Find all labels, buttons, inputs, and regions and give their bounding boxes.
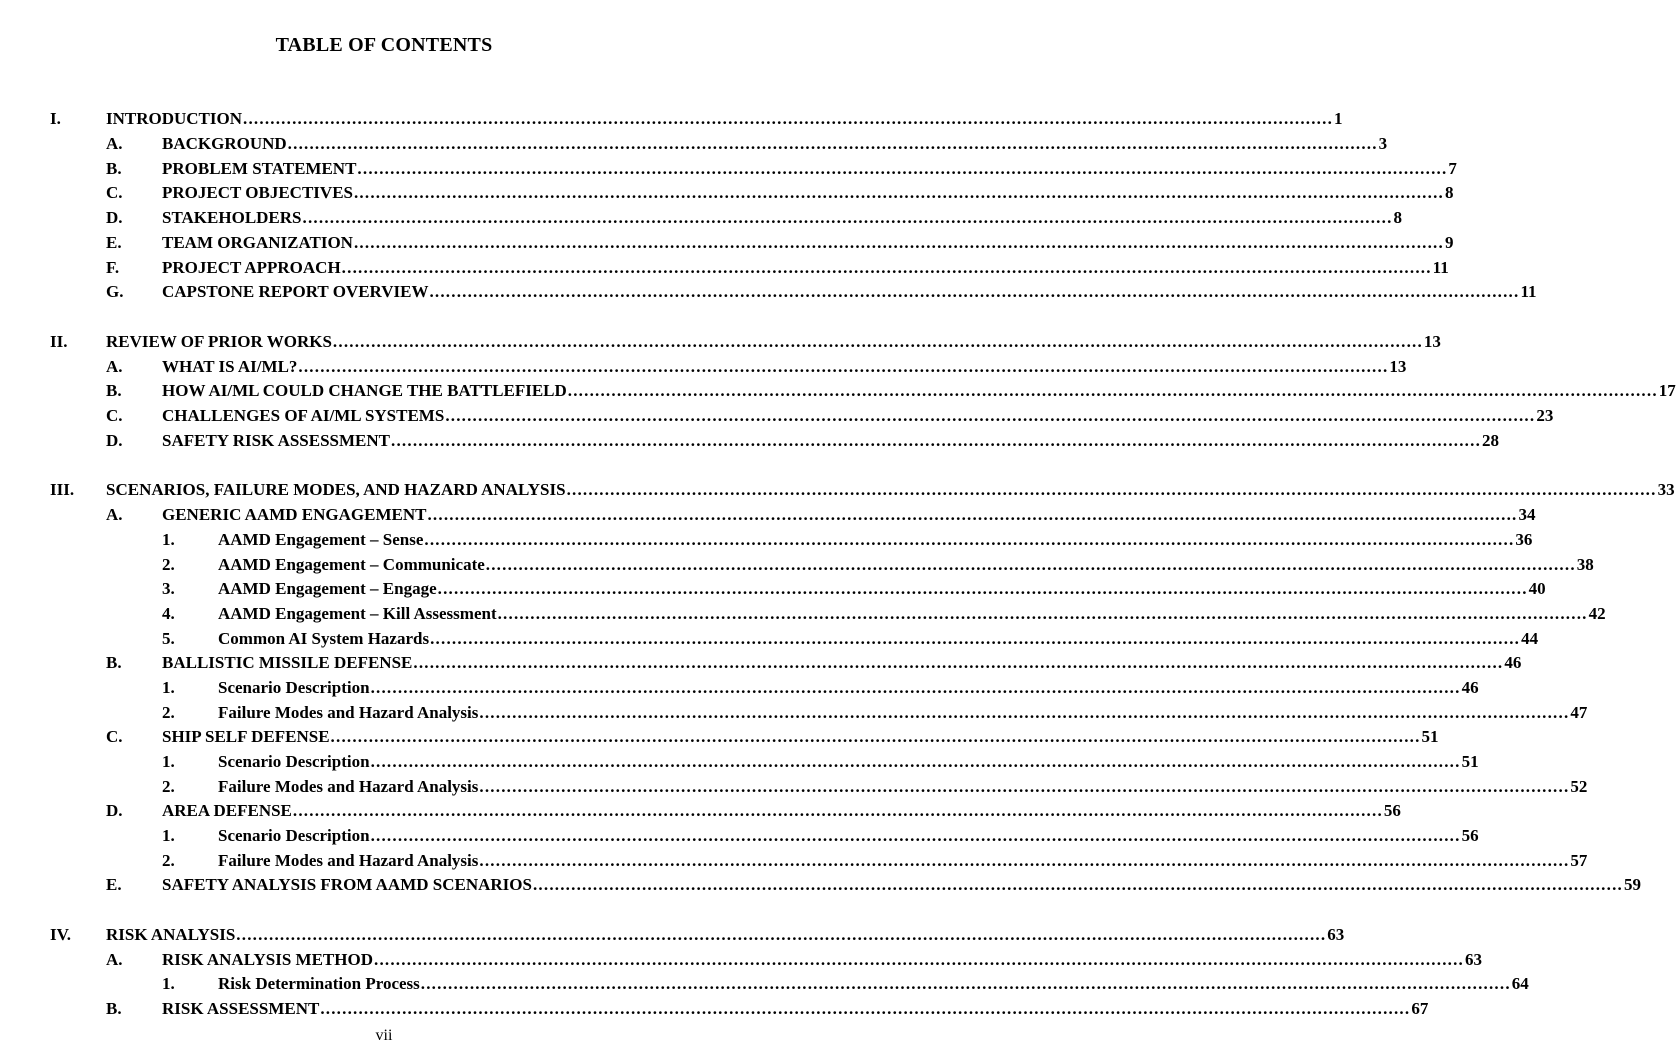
toc-entry[interactable] (0, 430, 1500, 452)
toc-entry-label: INTRODUCTION (106, 109, 243, 128)
toc-entry[interactable] (0, 677, 1479, 699)
toc-entry-number: 2. (162, 777, 175, 796)
toc-entry[interactable] (0, 281, 1537, 303)
toc-entry-number: A. (106, 505, 123, 524)
toc-entry-label: RISK ANALYSIS (106, 925, 236, 944)
toc-entry-number: C. (106, 727, 123, 746)
dot-leader: ........................................................................................................................................................................................................ (391, 431, 1482, 450)
toc-entry-number: A. (106, 134, 123, 153)
toc-entry-line (162, 158, 1457, 180)
toc-entry-page-number: 11 (1520, 282, 1537, 301)
page-number-footer: vii (375, 1027, 393, 1044)
toc-entry-page-number: 23 (1536, 406, 1554, 425)
dot-leader: ........................................................................................................................................................................................................ (430, 629, 1521, 648)
toc-entry-line (162, 504, 1536, 526)
toc-entry-line (162, 232, 1454, 254)
toc-entry-number: G. (106, 282, 124, 301)
toc-entry-label: Failure Modes and Hazard Analysis (218, 851, 479, 870)
toc-entry-number: C. (106, 183, 123, 202)
dot-leader: ........................................................................................................................................................................................................ (292, 801, 1383, 820)
toc-entry-label: SAFETY ANALYSIS FROM AAMD SCENARIOS (162, 875, 532, 894)
dot-leader: ........................................................................................................................................................................................................ (330, 727, 1421, 746)
dot-leader: ........................................................................................................................................................................................................ (236, 925, 1327, 944)
toc-entry-line (162, 998, 1429, 1020)
toc-entry-page-number: 36 (1515, 530, 1533, 549)
toc-entry[interactable] (0, 726, 1439, 748)
toc-entry-page-number: 13 (1389, 357, 1407, 376)
toc-entry-line (218, 554, 1594, 576)
toc-entry-page-number: 63 (1465, 950, 1482, 969)
toc-entry[interactable] (0, 207, 1403, 229)
toc-entry-label: GENERIC AAMD ENGAGEMENT (162, 505, 427, 524)
toc-entry-page-number: 56 (1461, 826, 1479, 845)
dot-leader: ........................................................................................................................................................................................................ (479, 777, 1570, 796)
toc-entry-number: D. (106, 801, 123, 820)
toc-entry[interactable] (0, 603, 1606, 625)
toc-entry-number: II. (50, 332, 68, 351)
toc-entry-page-number: 64 (1511, 974, 1529, 993)
toc-entry-page-number: 56 (1383, 801, 1401, 820)
toc-entry[interactable] (0, 232, 1454, 254)
toc-entry-label: Scenario Description (218, 678, 370, 697)
toc-entry-line (162, 356, 1407, 378)
dot-leader: ........................................................................................................................................................................................................ (485, 555, 1576, 574)
page-title: TABLE OF CONTENTS (275, 34, 493, 56)
toc-entry-number: A. (106, 357, 123, 376)
toc-entry-line (162, 133, 1388, 155)
dot-leader: ........................................................................................................................................................................................................ (479, 851, 1570, 870)
toc-entry-number: F. (106, 258, 120, 277)
toc-entry-label: Scenario Description (218, 826, 370, 845)
toc-entry-line (162, 380, 1676, 402)
toc-entry[interactable] (0, 331, 1441, 353)
toc-entry[interactable] (0, 628, 1539, 650)
toc-entry-page-number: 9 (1444, 233, 1454, 252)
toc-entry-line (218, 578, 1546, 600)
toc-entry-number: C. (106, 406, 123, 425)
toc-entry[interactable] (0, 776, 1588, 798)
toc-entry-label: BACKGROUND (162, 134, 287, 153)
toc-entry[interactable] (0, 554, 1594, 576)
toc-entry[interactable] (0, 998, 1429, 1020)
toc-entry-number: 2. (162, 851, 175, 870)
dot-leader: ........................................................................................................................................................................................................ (566, 480, 1657, 499)
toc-entry-page-number: 3 (1378, 134, 1388, 153)
toc-entry[interactable] (0, 108, 1343, 130)
toc-entry-number: 1. (162, 530, 175, 549)
toc-entry[interactable] (0, 578, 1546, 600)
toc-entry-line (162, 182, 1454, 204)
toc-entry[interactable] (0, 702, 1588, 724)
toc-entry-label: RISK ASSESSMENT (162, 999, 320, 1018)
dot-leader: ........................................................................................................................................................................................................ (243, 109, 1334, 128)
dot-leader: ........................................................................................................................................................................................................ (370, 752, 1461, 771)
dot-leader: ........................................................................................................................................................................................................ (497, 604, 1588, 623)
toc-entry-label: BALLISTIC MISSILE DEFENSE (162, 653, 413, 672)
toc-entry-number: D. (106, 431, 123, 450)
toc-entry-page-number: 46 (1461, 678, 1479, 697)
toc-entry-line (162, 281, 1537, 303)
toc-entry[interactable] (0, 257, 1449, 279)
toc-entry[interactable] (0, 529, 1533, 551)
toc-entry-label: STAKEHOLDERS (162, 208, 302, 227)
toc-entry[interactable] (0, 504, 1536, 526)
toc-entry-label: SHIP SELF DEFENSE (162, 727, 330, 746)
toc-entry-number: B. (106, 999, 122, 1018)
dot-leader: ........................................................................................................................................................................................................ (341, 258, 1432, 277)
toc-entry-label: PROJECT OBJECTIVES (162, 183, 353, 202)
toc-entry-page-number: 63 (1327, 925, 1345, 944)
toc-entry-line (218, 529, 1533, 551)
toc-entry-label: CAPSTONE REPORT OVERVIEW (162, 282, 429, 301)
toc-entry-line (162, 652, 1522, 674)
dot-leader: ........................................................................................................................................................................................................ (567, 381, 1658, 400)
toc-entry-line (162, 874, 1641, 896)
toc-entry-label: PROBLEM STATEMENT (162, 159, 357, 178)
toc-entry-label: TEAM ORGANIZATION (162, 233, 353, 252)
dot-leader: ........................................................................................................................................................................................................ (320, 999, 1411, 1018)
toc-entry-number: 1. (162, 752, 175, 771)
toc-entry-line (106, 924, 1345, 946)
dot-leader: ........................................................................................................................................................................................................ (413, 653, 1504, 672)
toc-entry[interactable] (0, 751, 1479, 773)
toc-entry[interactable] (0, 874, 1641, 896)
toc-entry-number: 3. (162, 579, 175, 598)
toc-entry-line (162, 430, 1500, 452)
dot-leader: ........................................................................................................................................................................................................ (298, 357, 1389, 376)
toc-entry[interactable] (0, 405, 1554, 427)
toc-entry-number: IV. (50, 925, 71, 944)
toc-entry-number: D. (106, 208, 123, 227)
toc-entry-number: 2. (162, 555, 175, 574)
dot-leader: ........................................................................................................................................................................................................ (445, 406, 1536, 425)
dot-leader: ........................................................................................................................................................................................................ (332, 332, 1423, 351)
toc-entry-page-number: 47 (1570, 703, 1588, 722)
toc-entry-number: A. (106, 950, 123, 969)
toc-entry-label: Common AI System Hazards (218, 629, 430, 648)
toc-entry-line (218, 850, 1588, 872)
toc-entry-label: AREA DEFENSE (162, 801, 292, 820)
toc-entry-line (218, 702, 1588, 724)
toc-entry[interactable] (0, 949, 1482, 971)
toc-entry-label: AAMD Engagement – Sense (218, 530, 424, 549)
dot-leader: ........................................................................................................................................................................................................ (370, 826, 1461, 845)
toc-entry-line (218, 628, 1539, 650)
toc-entry-page-number: 34 (1518, 505, 1536, 524)
toc-entry[interactable] (0, 356, 1407, 378)
toc-entry-label: HOW AI/ML COULD CHANGE THE BATTLEFIELD (162, 381, 567, 400)
dot-leader: ........................................................................................................................................................................................................ (353, 183, 1444, 202)
toc-entry-line (162, 405, 1554, 427)
dot-leader: ........................................................................................................................................................................................................ (427, 505, 1518, 524)
toc-entry-page-number: 44 (1521, 629, 1539, 648)
toc-entry-page-number: 11 (1432, 258, 1449, 277)
toc-entry[interactable] (0, 825, 1479, 847)
toc-entry[interactable] (0, 479, 1675, 501)
toc-entry-number: III. (50, 480, 75, 499)
toc-entry-page-number: 46 (1504, 653, 1522, 672)
toc-entry-page-number: 28 (1482, 431, 1500, 450)
toc-entry-label: REVIEW OF PRIOR WORKS (106, 332, 332, 351)
toc-entry-label: PROJECT APPROACH (162, 258, 341, 277)
toc-entry-label: AAMD Engagement – Kill Assessment (218, 604, 497, 623)
toc-entry-label: AAMD Engagement – Engage (218, 579, 437, 598)
toc-entry-label: Scenario Description (218, 752, 370, 771)
toc-entry-number: B. (106, 653, 122, 672)
dot-leader: ........................................................................................................................................................................................................ (353, 233, 1444, 252)
toc-entry-line (218, 603, 1606, 625)
toc-entry-page-number: 1 (1334, 109, 1343, 128)
toc-entry-page-number: 57 (1570, 851, 1588, 870)
toc-entry-page-number: 40 (1528, 579, 1546, 598)
toc-entry-number: 1. (162, 974, 175, 993)
toc-entry-page-number: 8 (1393, 208, 1403, 227)
toc-entry-label: WHAT IS AI/ML? (162, 357, 298, 376)
dot-leader: ........................................................................................................................................................................................................ (302, 208, 1393, 227)
toc-entry[interactable] (0, 182, 1454, 204)
toc-entry-line (218, 677, 1479, 699)
dot-leader: ........................................................................................................................................................................................................ (429, 282, 1520, 301)
toc-entry[interactable] (0, 133, 1388, 155)
toc-entry-label: SAFETY RISK ASSESSMENT (162, 431, 391, 450)
toc-entry-page-number: 42 (1588, 604, 1606, 623)
toc-entry-line (162, 726, 1439, 748)
toc-entry-number: 4. (162, 604, 175, 623)
toc-entry-page-number: 13 (1423, 332, 1441, 351)
dot-leader: ........................................................................................................................................................................................................ (374, 950, 1464, 969)
toc-entry-line (218, 825, 1479, 847)
toc-entry[interactable] (0, 973, 1529, 995)
toc-entry-label: AAMD Engagement – Communicate (218, 555, 485, 574)
toc-entry-page-number: 33 (1657, 480, 1675, 499)
toc-entry-page-number: 8 (1444, 183, 1454, 202)
toc-entry-number: 5. (162, 629, 175, 648)
toc-entry-line (218, 973, 1529, 995)
toc-entry-line (162, 257, 1449, 279)
toc-entry-line (106, 479, 1675, 501)
toc-entry-page-number: 17 (1658, 381, 1676, 400)
toc-entry-number: 1. (162, 826, 175, 845)
dot-leader: ........................................................................................................................................................................................................ (420, 974, 1511, 993)
toc-entry-page-number: 51 (1421, 727, 1439, 746)
toc-entry-page-number: 38 (1576, 555, 1594, 574)
toc-entry-page-number: 51 (1461, 752, 1479, 771)
toc-entry[interactable] (0, 158, 1457, 180)
toc-entry-line (218, 751, 1479, 773)
toc-entry-line (106, 331, 1441, 353)
toc-entry-number: 2. (162, 703, 175, 722)
toc-entry-label: Failure Modes and Hazard Analysis (218, 703, 479, 722)
toc-entry-line (162, 949, 1482, 971)
dot-leader: ........................................................................................................................................................................................................ (370, 678, 1461, 697)
toc-entry-label: CHALLENGES OF AI/ML SYSTEMS (162, 406, 445, 425)
toc-entry-number: E. (106, 875, 122, 894)
toc-entry-label: Risk Determination Process (218, 974, 420, 993)
toc-entry-line (218, 776, 1588, 798)
toc-entry-line (162, 800, 1401, 822)
toc-entry-page-number: 7 (1448, 159, 1457, 178)
dot-leader: ........................................................................................................................................................................................................ (287, 134, 1378, 153)
toc-entry[interactable] (0, 924, 1345, 946)
toc-entry-line (162, 207, 1403, 229)
dot-leader: ........................................................................................................................................................................................................ (437, 579, 1528, 598)
dot-leader: ........................................................................................................................................................................................................ (357, 159, 1448, 178)
toc-entry-number: B. (106, 159, 122, 178)
toc-entry-label: RISK ANALYSIS METHOD (162, 950, 373, 969)
toc-entry-label: SCENARIOS, FAILURE MODES, AND HAZARD ANALYSIS (106, 480, 566, 499)
toc-entry-page-number: 52 (1570, 777, 1588, 796)
toc-entry-label: Failure Modes and Hazard Analysis (218, 777, 479, 796)
toc-entry-line (106, 108, 1343, 130)
toc-entry-page-number: 67 (1411, 999, 1429, 1018)
toc-entry-number: 1. (162, 678, 175, 697)
toc-entry[interactable] (0, 380, 1676, 402)
dot-leader: ........................................................................................................................................................................................................ (532, 875, 1623, 894)
toc-entry-page-number: 59 (1623, 875, 1641, 894)
toc-entry[interactable] (0, 850, 1588, 872)
dot-leader: ........................................................................................................................................................................................................ (479, 703, 1570, 722)
toc-entry-number: E. (106, 233, 122, 252)
dot-leader: ........................................................................................................................................................................................................ (424, 530, 1515, 549)
toc-entry[interactable] (0, 652, 1522, 674)
toc-entry[interactable] (0, 800, 1401, 822)
toc-entry-number: I. (50, 109, 61, 128)
toc-entry-number: B. (106, 381, 122, 400)
